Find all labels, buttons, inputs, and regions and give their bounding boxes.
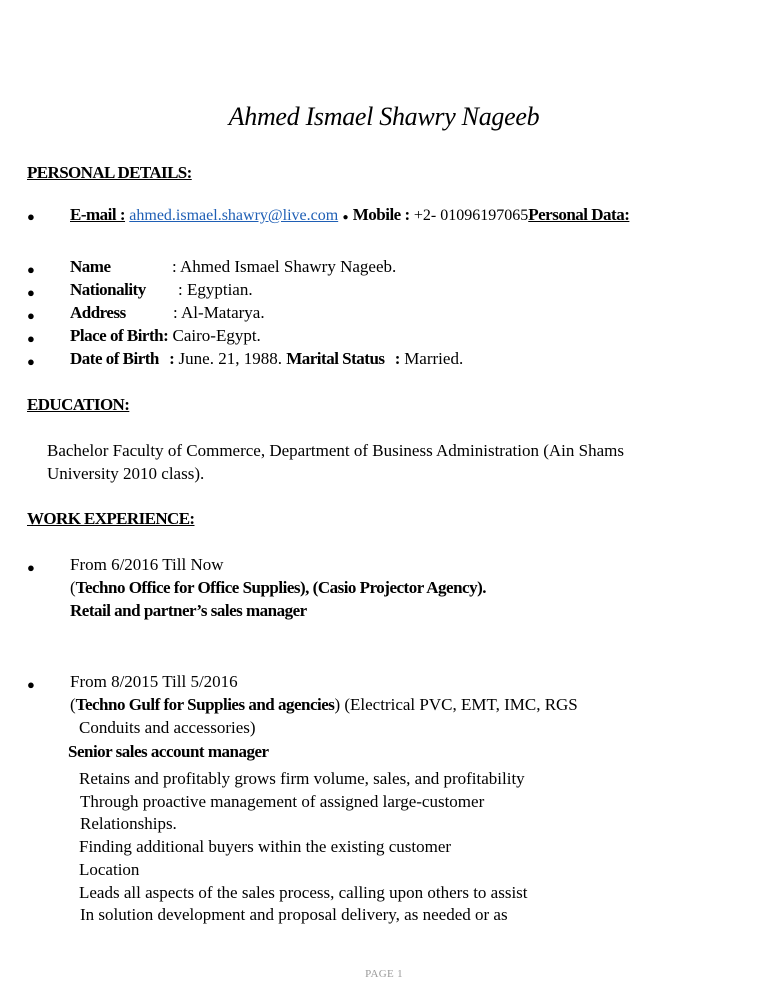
- duty-line: Leads all aspects of the sales process, calling upon others to assist: [79, 883, 528, 902]
- duty-line: Relationships.: [80, 814, 177, 833]
- place-of-birth-line: [70, 326, 261, 346]
- duty-line: Location: [79, 860, 140, 879]
- education-heading: EDUCATION:: [27, 395, 130, 414]
- contact-line: [70, 205, 629, 225]
- place-of-birth-value: Cairo-Egypt.: [168, 326, 261, 345]
- colon: :: [394, 349, 400, 368]
- job1-company-line: [70, 578, 486, 598]
- bullet: ●: [27, 209, 35, 224]
- bullet: ●: [27, 285, 35, 300]
- duty-line: Finding additional buyers within the existing customer: [79, 837, 452, 856]
- job2-role: Senior sales account manager: [68, 742, 269, 761]
- personal-data-label: Personal Data:: [528, 205, 630, 224]
- address-value: : Al-Matarya.: [173, 303, 265, 322]
- job2-period: From 8/2015 Till 5/2016: [70, 672, 238, 691]
- bullet: ●: [27, 560, 35, 575]
- job2-company-line-2: Conduits and accessories): [79, 718, 256, 737]
- education-line-1: Bachelor Faculty of Commerce, Department of Business Administration (Ain Shams: [47, 441, 624, 460]
- open-paren: (: [70, 695, 76, 714]
- mobile-label: Mobile :: [352, 205, 410, 224]
- duty-line: In solution development and proposal delivery, as needed or as: [80, 905, 508, 924]
- date-of-birth-label: Date of Birth: [70, 349, 159, 368]
- job2-company-line: [70, 695, 578, 715]
- work-experience-heading: WORK EXPERIENCE:: [27, 509, 195, 528]
- name-label: Name: [70, 257, 111, 276]
- resume-title: Ahmed Ismael Shawry Nageeb: [228, 102, 540, 131]
- job1-role: Retail and partner’s sales manager: [70, 601, 307, 620]
- date-of-birth-value: June. 21, 1988.: [174, 349, 282, 368]
- email-label: E-mail :: [70, 205, 126, 224]
- job1-company: Techno Office for Office Supplies), (Casio Projector Agency).: [75, 578, 487, 597]
- open-paren: (: [70, 578, 76, 597]
- duty-line: Retains and profitably grows firm volume, sales, and profitability: [79, 769, 525, 788]
- email-link[interactable]: ahmed.ismael.shawry@live.com: [129, 207, 339, 224]
- marital-status-value: Married.: [404, 349, 464, 368]
- colon: :: [169, 349, 175, 368]
- mobile-number: +2- 01096197065: [413, 207, 529, 224]
- page-footer: PAGE 1: [365, 968, 403, 980]
- job1-period: From 6/2016 Till Now: [70, 555, 224, 574]
- bullet: ●: [27, 677, 35, 692]
- date-of-birth-line: [70, 349, 463, 369]
- marital-status-label: Marital Status: [286, 349, 385, 368]
- bullet: ●: [27, 262, 35, 277]
- job2-company-rest: ) (Electrical PVC, EMT, IMC, RGS: [334, 695, 578, 714]
- bullet: ●: [27, 308, 35, 323]
- nationality-value: : Egyptian.: [178, 280, 253, 299]
- bullet: ●: [27, 354, 35, 369]
- separator-dot: ●: [342, 212, 349, 223]
- job2-company: Techno Gulf for Supplies and agencies: [75, 695, 335, 714]
- personal-details-heading: PERSONAL DETAILS:: [27, 163, 192, 182]
- colon: :: [163, 326, 169, 345]
- nationality-label: Nationality: [70, 280, 146, 299]
- name-value: : Ahmed Ismael Shawry Nageeb.: [172, 257, 397, 276]
- duty-line: Through proactive management of assigned large-customer: [80, 792, 485, 811]
- place-of-birth-label: Place of Birth: [70, 326, 164, 345]
- education-line-2: University 2010 class).: [47, 464, 205, 483]
- address-label: Address: [70, 303, 126, 322]
- bullet: ●: [27, 331, 35, 346]
